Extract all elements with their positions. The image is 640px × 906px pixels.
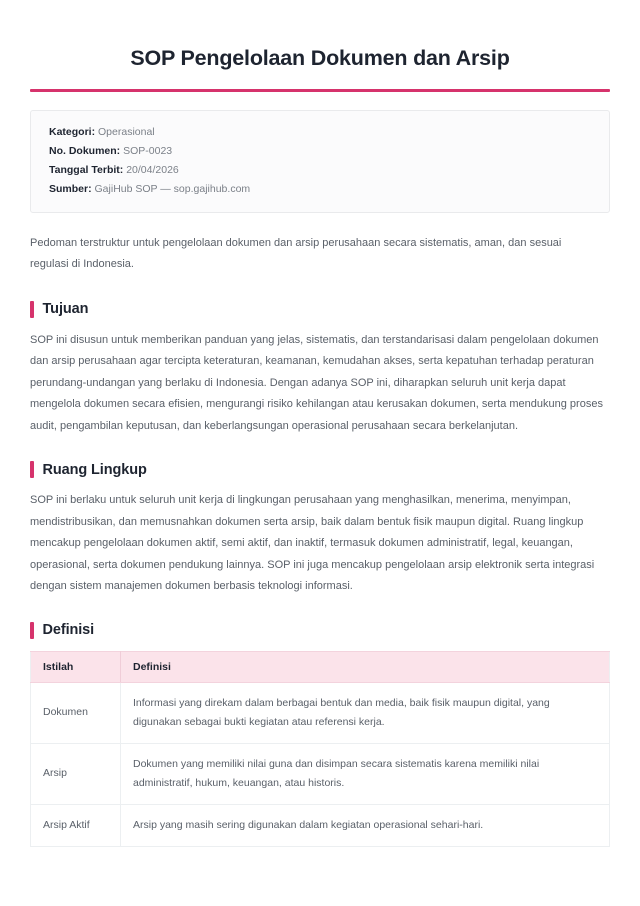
metadata-row-sumber bbox=[49, 180, 591, 199]
section-ruang-lingkup bbox=[30, 461, 610, 598]
column-header-definisi: Definisi bbox=[121, 651, 610, 682]
section-body-ruang-lingkup: SOP ini berlaku untuk seluruh unit kerja di lingkungan perusahaan yang menghasilkan, menerima, menyimpan, mendistribusikan, dan memusnahkan dokumen serta arsip, baik dalam bentuk fisik maupun digital. Ruang lingkup mencakup pengelolaan dokumen aktif, semi aktif, dan inaktif, termasuk dokumen administratif, legal, keuangan, operasional, serta dokumen pendukung lainnya. SOP ini juga mencakup pengelolaan arsip elektronik serta integrasi dengan sistem manajemen dokumen berbasis teknologi informasi. bbox=[30, 494, 595, 592]
section-heading-tujuan bbox=[30, 301, 610, 318]
section-tujuan bbox=[30, 301, 610, 438]
metadata-row-kategori bbox=[49, 123, 591, 142]
document-metadata-box bbox=[30, 110, 610, 213]
cell-definisi: Dokumen yang memiliki nilai guna dan disimpan secara sistematis karena memiliki nilai administratif, hukum, keuangan, atau historis. bbox=[121, 743, 610, 804]
metadata-value-nomor-dokumen: SOP-0023 bbox=[123, 144, 173, 157]
heading-accent-bar-icon bbox=[30, 461, 34, 478]
title-underline-rule bbox=[30, 89, 610, 92]
table-header-row bbox=[31, 651, 610, 682]
column-header-istilah: Istilah bbox=[31, 651, 121, 682]
heading-accent-bar-icon bbox=[30, 301, 34, 318]
metadata-value-kategori: Operasional bbox=[98, 125, 155, 138]
table-row bbox=[31, 743, 610, 804]
metadata-value-tanggal-terbit: 20/04/2026 bbox=[126, 163, 179, 176]
cell-istilah: Arsip bbox=[31, 743, 121, 804]
definisi-table-body bbox=[31, 682, 610, 846]
metadata-label-kategori: Kategori: bbox=[49, 125, 96, 138]
cell-istilah: Dokumen bbox=[31, 682, 121, 743]
metadata-row-tanggal-terbit bbox=[49, 161, 591, 180]
table-row bbox=[31, 804, 610, 846]
section-heading-label-definisi: Definisi bbox=[42, 622, 95, 638]
section-heading-definisi bbox=[30, 622, 610, 639]
cell-istilah: Arsip Aktif bbox=[31, 804, 121, 846]
definisi-table-head bbox=[31, 651, 610, 682]
intro-paragraph: Pedoman terstruktur untuk pengelolaan dokumen dan arsip perusahaan secara sistematis, aman, dan sesuai regulasi di Indonesia. bbox=[30, 236, 562, 270]
section-heading-label-tujuan: Tujuan bbox=[42, 301, 89, 317]
section-heading-ruang-lingkup bbox=[30, 461, 610, 478]
cell-definisi: Informasi yang direkam dalam berbagai bentuk dan media, baik fisik maupun digital, yang digunakan sebagai bukti kegiatan atau referensi kerja. bbox=[121, 682, 610, 743]
page-title: SOP Pengelolaan Dokumen dan Arsip bbox=[130, 46, 510, 70]
heading-accent-bar-icon bbox=[30, 622, 34, 639]
section-body-tujuan: SOP ini disusun untuk memberikan panduan yang jelas, sistematis, dan terstandarisasi dalam pengelolaan dokumen dan arsip perusahaan agar tercipta keteraturan, keamanan, kemudahan akses, serta kepatuhan terhadap peraturan perundang-undangan yang berlaku di Indonesia. Dengan adanya SOP ini, diharapkan seluruh unit kerja dapat mengelola dokumen secara efisien, mengurangi risiko kehilangan atau kerusakan dokumen, serta mendukung proses audit, pengambilan keputusan, dan keberlangsungan operasional perusahaan secara berkelanjutan. bbox=[30, 333, 603, 432]
section-heading-label-ruang-lingkup: Ruang Lingkup bbox=[42, 461, 147, 478]
metadata-label-nomor-dokumen: No. Dokumen: bbox=[49, 144, 121, 157]
metadata-label-sumber: Sumber: bbox=[49, 182, 92, 195]
metadata-label-tanggal-terbit: Tanggal Terbit: bbox=[49, 163, 124, 176]
cell-definisi: Arsip yang masih sering digunakan dalam kegiatan operasional sehari-hari. bbox=[121, 804, 610, 846]
metadata-row-nomor-dokumen bbox=[49, 142, 591, 161]
table-row bbox=[31, 682, 610, 743]
metadata-value-sumber: GajiHub SOP — sop.gajihub.com bbox=[94, 182, 251, 195]
definisi-table bbox=[30, 651, 610, 847]
section-definisi bbox=[30, 622, 610, 847]
